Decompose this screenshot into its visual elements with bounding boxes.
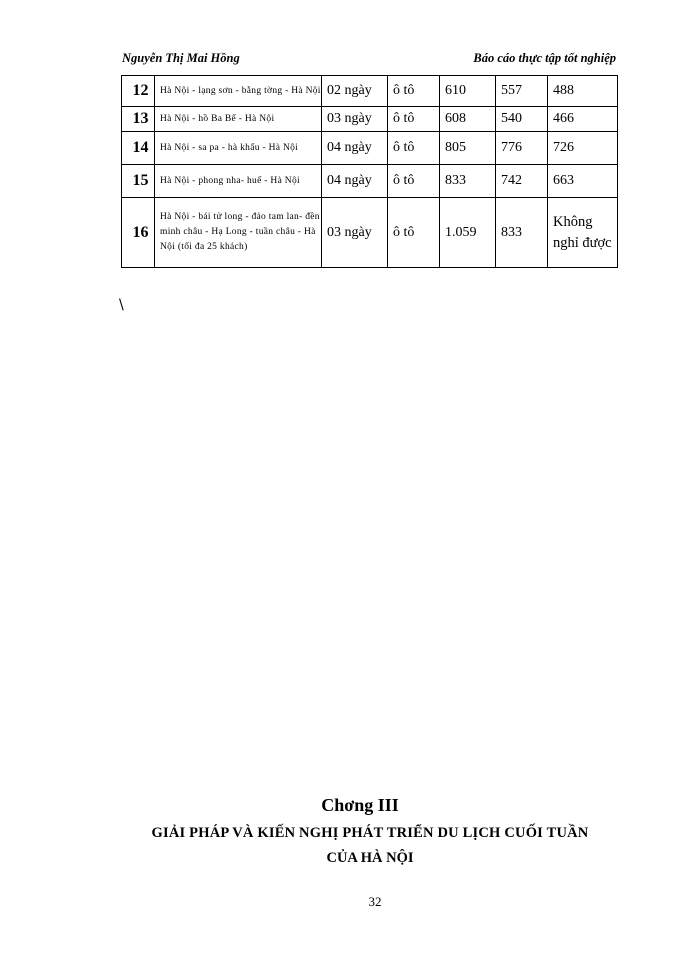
row-number: 16	[122, 198, 155, 268]
price-cell-1: 608	[440, 107, 496, 132]
price-cell-1: 610	[440, 76, 496, 107]
table-row	[122, 198, 618, 268]
price-cell-3: 726	[548, 132, 618, 165]
vehicle-cell: ô tô	[388, 198, 440, 268]
price-cell-1: 805	[440, 132, 496, 165]
row-number: 15	[122, 165, 155, 198]
row-number: 13	[122, 107, 155, 132]
price-cell-2: 742	[496, 165, 548, 198]
price-cell-3: Không nghỉ được	[548, 198, 618, 268]
row-number: 12	[122, 76, 155, 107]
header-report-title: Báo cáo thực tập tốt nghiệp	[473, 51, 616, 65]
price-cell-1: 1.059	[440, 198, 496, 268]
duration-cell: 03 ngày	[322, 107, 388, 132]
vehicle-cell: ô tô	[388, 132, 440, 165]
duration-cell: 04 ngày	[322, 165, 388, 198]
price-cell-2: 540	[496, 107, 548, 132]
route-cell: Hà Nội - sa pa - hà khẩu - Hà Nội	[155, 132, 322, 165]
vehicle-cell: ô tô	[388, 165, 440, 198]
duration-cell: 03 ngày	[322, 198, 388, 268]
table-row	[122, 132, 618, 165]
duration-cell: 02 ngày	[322, 76, 388, 107]
tour-price-table	[121, 75, 618, 268]
price-cell-2: 776	[496, 132, 548, 165]
route-cell: Hà Nội - lạng sơn - bằng tờng - Hà Nội	[155, 76, 322, 107]
price-cell-2: 557	[496, 76, 548, 107]
chapter-label: Chơng III	[321, 795, 399, 815]
price-cell-3: 663	[548, 165, 618, 198]
route-cell: Hà Nội - hồ Ba Bể - Hà Nội	[155, 107, 322, 132]
price-cell-3: 466	[548, 107, 618, 132]
duration-cell: 04 ngày	[322, 132, 388, 165]
price-cell-1: 833	[440, 165, 496, 198]
table-row	[122, 165, 618, 198]
header-author: Nguyễn Thị Mai Hồng	[122, 51, 240, 65]
price-cell-2: 833	[496, 198, 548, 268]
page-number: 32	[368, 894, 382, 909]
chapter-title-line2: CỦA HÀ NỘI	[326, 850, 414, 866]
table-row	[122, 76, 618, 107]
table-row	[122, 107, 618, 132]
vehicle-cell: ô tô	[388, 76, 440, 107]
route-cell: Hà Nội - bái tử long - đảo tam lan- đền minh châu - Hạ Long - tuần châu - Hà Nội (tối đa 25 khách)	[155, 198, 322, 268]
vehicle-cell: ô tô	[388, 107, 440, 132]
stray-mark: \	[119, 297, 124, 313]
route-cell: Hà Nội - phong nha- huế - Hà Nội	[155, 165, 322, 198]
row-number: 14	[122, 132, 155, 165]
chapter-title-line1: GIẢI PHÁP VÀ KIẾN NGHỊ PHÁT TRIỂN DU LỊCH CUỐI TUẦN	[151, 825, 589, 841]
price-cell-3: 488	[548, 76, 618, 107]
